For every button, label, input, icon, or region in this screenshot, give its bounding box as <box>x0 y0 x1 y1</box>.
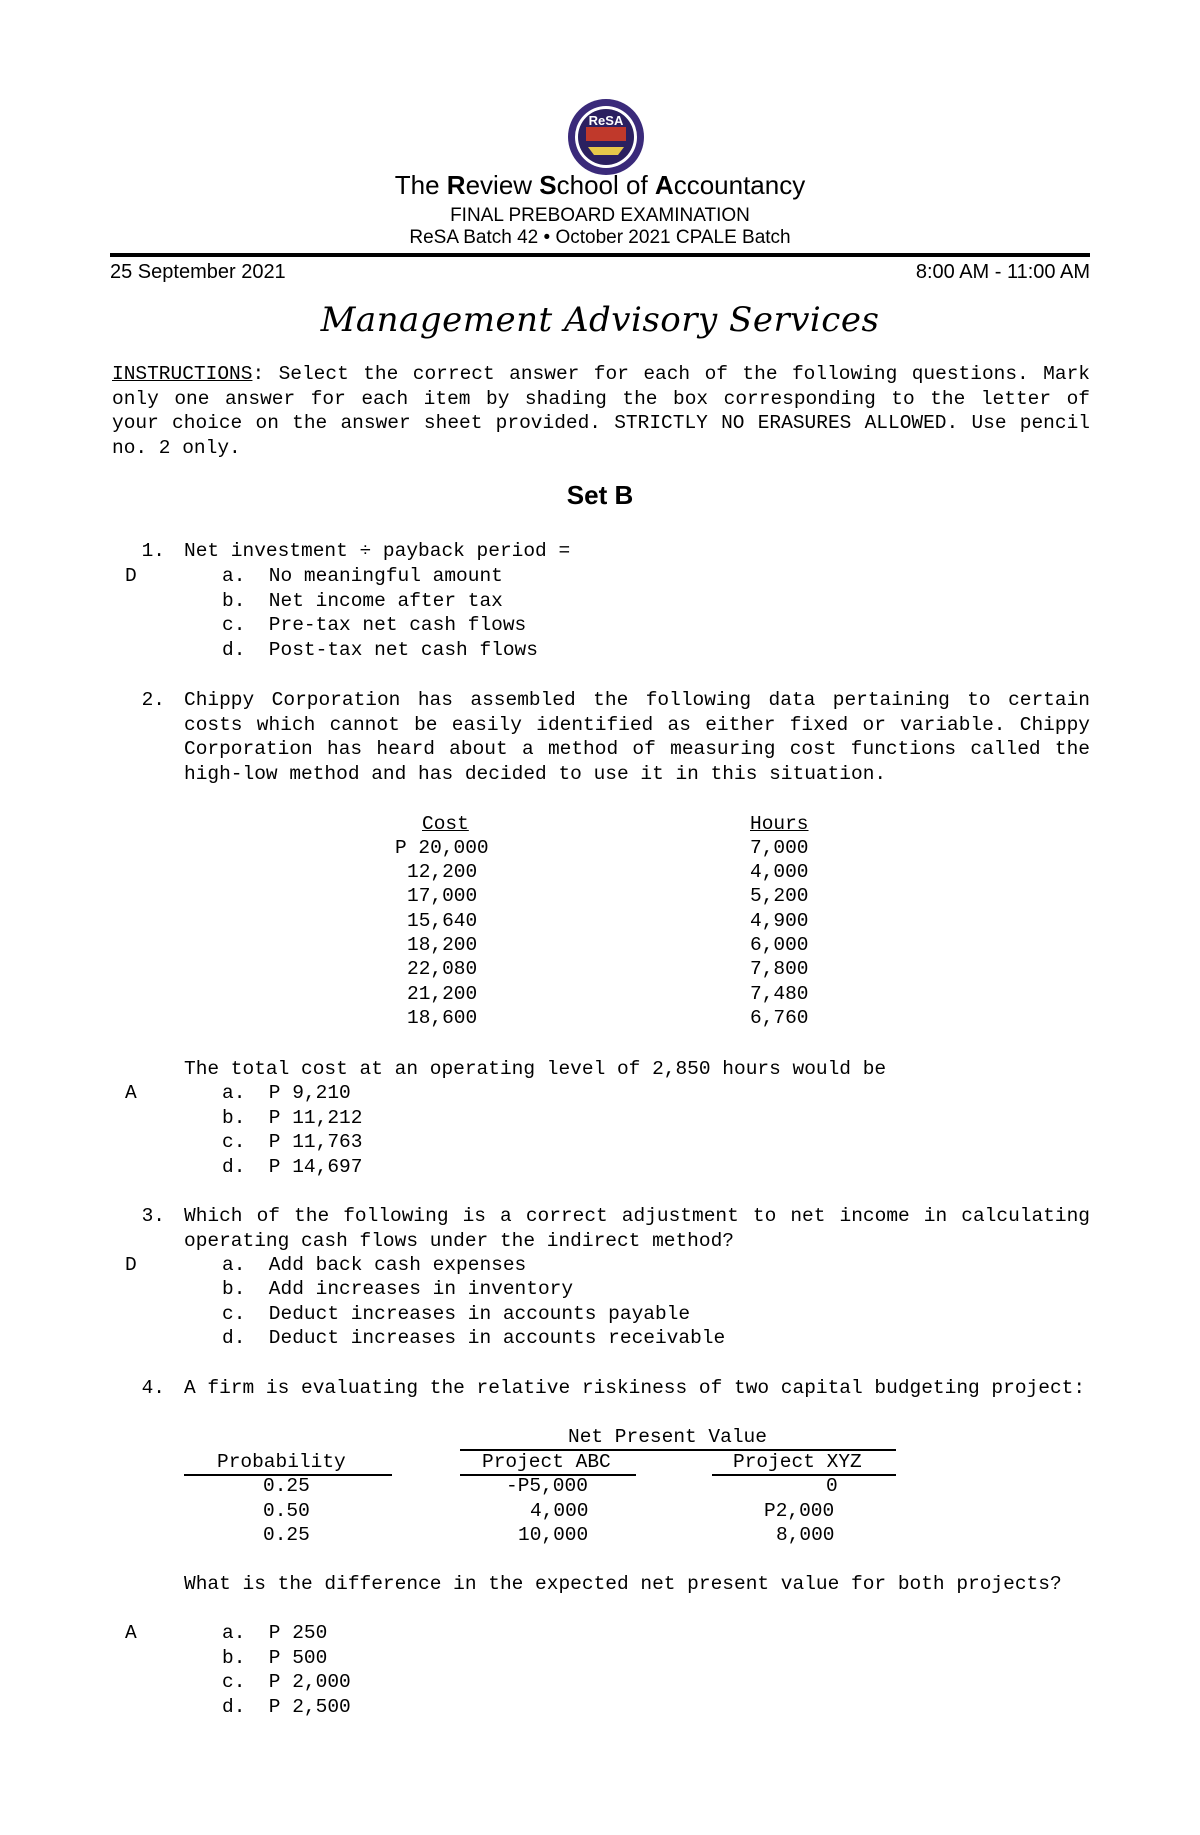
exam-title: FINAL PREBOARD EXAMINATION <box>450 205 750 226</box>
exam-time: 8:00 AM - 11:00 AM <box>915 261 1090 283</box>
hours-cell: 6,760 <box>750 1007 809 1029</box>
question-stem: Net investment ÷ payback period = <box>184 540 571 562</box>
question-number: 1. <box>141 540 165 562</box>
answer-key: D <box>125 1254 137 1276</box>
option-a: a. P 9,210 <box>222 1082 351 1104</box>
question-number: 4. <box>141 1377 165 1399</box>
question-stem: Which of the following is a correct adjustment to net income in calculating operating cash flows under the indirect method? <box>184 1205 1090 1252</box>
group-header-npv: Net Present Value <box>568 1426 767 1448</box>
subject-title: Management Advisory Services <box>320 300 880 340</box>
project-abc-cell: 10,000 <box>518 1524 589 1546</box>
probability-cell: 0.50 <box>263 1500 310 1522</box>
option-d: d. Deduct increases in accounts receivable <box>222 1327 726 1349</box>
option-a: a. Add back cash expenses <box>222 1254 527 1276</box>
column-header-project-abc: Project ABC <box>482 1451 611 1473</box>
cost-cell: 22,080 <box>407 958 478 980</box>
option-d: d. P 14,697 <box>222 1156 363 1178</box>
column-header-probability: Probability <box>217 1451 346 1473</box>
hours-cell: 7,480 <box>750 983 809 1005</box>
question-number: 2. <box>141 689 165 711</box>
cost-cell: 21,200 <box>407 983 478 1005</box>
logo-label: ReSA <box>588 113 624 128</box>
project-xyz-cell: P2,000 <box>764 1500 835 1522</box>
question-followup: The total cost at an operating level of 2,850 hours would be <box>184 1058 887 1080</box>
option-b: b. Net income after tax <box>222 590 503 612</box>
instructions-text: : Select the correct answer for each of the following questions. Mark only one answer for each item by shading the box corresponding to the letter of your choice on the answer sheet provided. STRICTLY NO ERASURES ALLOWED. Use pencil no. 2 only. <box>112 363 1090 459</box>
instructions-label: INSTRUCTIONS <box>112 363 253 385</box>
column-header-project-xyz: Project XYZ <box>733 1451 862 1473</box>
answer-key: A <box>125 1622 137 1644</box>
hours-cell: 4,900 <box>750 910 809 932</box>
question-stem: Chippy Corporation has assembled the following data pertaining to certain costs which cannot be easily identified as either fixed or variable. Chippy Corporation has heard about a method of measuring cost functions called the high-low method and has decided to use it in this situation. <box>184 689 1090 785</box>
option-c: c. P 2,000 <box>222 1671 351 1693</box>
option-c: c. P 11,763 <box>222 1131 363 1153</box>
instructions <box>112 362 1090 460</box>
batch-line: ReSA Batch 42 • October 2021 CPALE Batch <box>409 227 791 248</box>
cost-cell: 12,200 <box>407 861 478 883</box>
option-b: b. P 500 <box>222 1647 328 1669</box>
project-xyz-cell: 0 <box>826 1475 838 1497</box>
cost-cell: P 20,000 <box>395 837 489 859</box>
probability-cell: 0.25 <box>263 1524 310 1546</box>
hours-cell: 5,200 <box>750 885 809 907</box>
school-name: The Review School of Accountancy <box>394 170 806 200</box>
cost-cell: 15,640 <box>407 910 478 932</box>
set-label: Set B <box>566 480 634 510</box>
option-a: a. P 250 <box>222 1622 328 1644</box>
answer-key: A <box>125 1082 137 1104</box>
hours-cell: 7,000 <box>750 837 809 859</box>
project-abc-cell: 4,000 <box>530 1500 589 1522</box>
option-c: c. Pre-tax net cash flows <box>222 614 527 636</box>
column-header-hours: Hours <box>750 813 809 835</box>
cost-cell: 18,200 <box>407 934 478 956</box>
hours-cell: 6,000 <box>750 934 809 956</box>
option-b: b. Add increases in inventory <box>222 1278 574 1300</box>
option-a: a. No meaningful amount <box>222 565 503 587</box>
option-d: d. Post-tax net cash flows <box>222 639 538 661</box>
header-rule-project-xyz <box>712 1474 896 1476</box>
resa-logo <box>566 97 646 177</box>
question-followup: What is the difference in the expected net present value for both projects? <box>184 1573 1062 1595</box>
project-xyz-cell: 8,000 <box>776 1524 835 1546</box>
option-d: d. P 2,500 <box>222 1696 351 1718</box>
probability-cell: 0.25 <box>263 1475 310 1497</box>
project-abc-cell: -P5,000 <box>506 1475 588 1497</box>
question-stem: A firm is evaluating the relative riskiness of two capital budgeting project: <box>184 1377 1086 1399</box>
option-b: b. P 11,212 <box>222 1107 363 1129</box>
question-number: 3. <box>141 1205 165 1227</box>
hours-cell: 4,000 <box>750 861 809 883</box>
answer-key: D <box>125 565 137 587</box>
cost-cell: 17,000 <box>407 885 478 907</box>
cost-cell: 18,600 <box>407 1007 478 1029</box>
option-c: c. Deduct increases in accounts payable <box>222 1303 691 1325</box>
exam-date: 25 September 2021 <box>110 261 286 283</box>
column-header-cost: Cost <box>422 813 469 835</box>
hours-cell: 7,800 <box>750 958 809 980</box>
header-rule <box>110 253 1090 257</box>
